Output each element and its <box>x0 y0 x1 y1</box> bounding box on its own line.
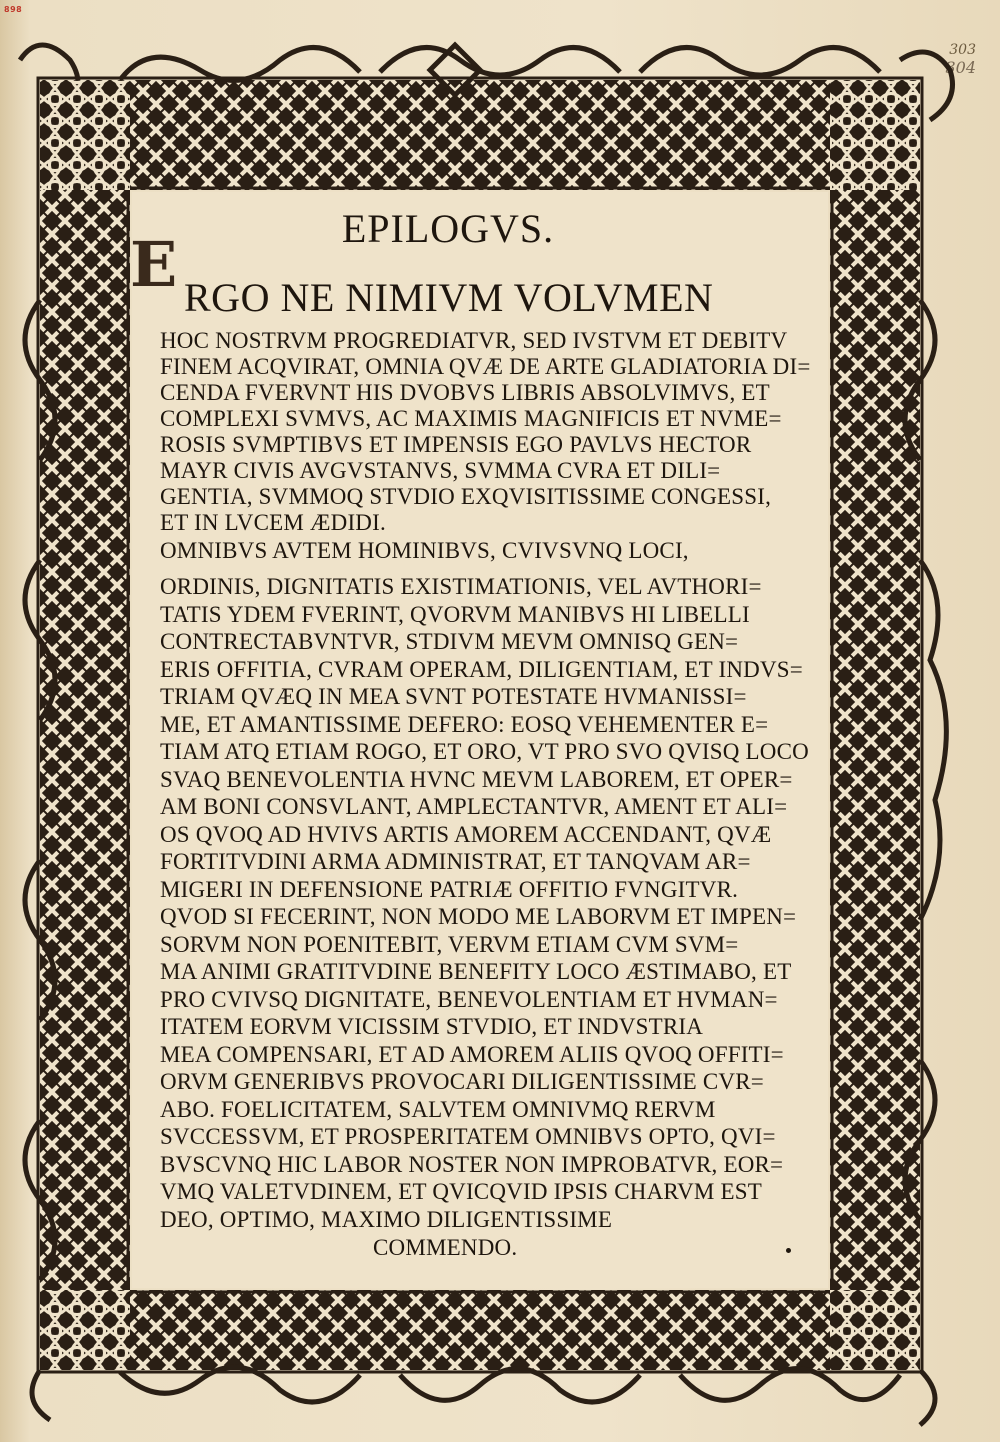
paragraph-2-line: OS QVOQ AD HVIVS ARTIS AMOREM ACCENDANT, QVÆ <box>160 821 772 847</box>
paragraph-1-line: ET IN LVCEM ÆDIDI. <box>160 510 386 535</box>
bottom-loops <box>32 1367 935 1425</box>
paragraph-2-line: AM BONI CONSVLANT, AMPLECTANTVR, AMENT ET ALI= <box>160 794 788 819</box>
paragraph-1-line: COMPLEXI SVMVS, AC MAXIMIS MAGNIFICIS ET NVME= <box>160 406 782 431</box>
paragraph-2-line: MEA COMPENSARI, ET AD AMOREM ALIIS QVOQ OFFITI= <box>160 1041 784 1067</box>
first-line: RGO NE NIMIVM VOLVMEN <box>184 275 714 320</box>
paragraph-2-line: ORVM GENERIBVS PROVOCARI DILIGENTISSIME CVR= <box>160 1069 764 1094</box>
paragraph-2-line: TIAM ATQ ETIAM ROGO, ET ORO, VT PRO SVO QVISQ LOCO <box>160 739 809 764</box>
decorated-initial: E <box>130 228 178 301</box>
paragraph-2-line: MA ANIMI GRATITVDINE BENEFITY LOCO ÆSTIMABO, ET <box>160 959 792 984</box>
folio-number-crossed: 303 <box>949 42 976 58</box>
paragraph-2-first-line-text: OMNIBVS AVTEM HOMINIBVS, CVIVSVNQ LOCI, <box>160 538 689 563</box>
paragraph-2-line: BVSCVNQ HIC LABOR NOSTER NON IMPROBATVR, EOR= <box>160 1151 784 1177</box>
paragraph-2-line: SVCCESSVM, ET PROSPERITATEM OMNIBVS OPTO, QVI= <box>160 1124 776 1149</box>
paragraph-2-line: ERIS OFFITIA, CVRAM OPERAM, DILIGENTIAM, ET INDVS= <box>160 656 803 682</box>
paragraph-1-line: CENDA FVERVNT HIS DVOBVS LIBRIS ABSOLVIMVS, ET <box>160 380 770 405</box>
paragraph-2-line: ORDINIS, DIGNITATIS EXISTIMATIONIS, VEL AVTHORI= <box>160 574 762 599</box>
paragraph-2-line: ITATEM EORVM VICISSIM STVDIO, ET INDVSTRIA <box>160 1014 704 1039</box>
paragraph-1-line: MAYR CIVIS AVGVSTANVS, SVMMA CVRA ET DILI= <box>160 458 721 483</box>
paragraph-2-line: ABO. FOELICITATEM, SALVTEM OMNIVMQ RERVM <box>160 1096 716 1122</box>
paragraph-2-line: SORVM NON POENITEBIT, VERVM ETIAM CVM SVM= <box>160 931 739 957</box>
paragraph-2-line: TRIAM QVÆQ IN MEA SVNT POTESTATE HVMANISSI= <box>160 684 747 709</box>
folio-number: 304 <box>945 58 976 77</box>
paragraph-1-line: ROSIS SVMPTIBVS ET IMPENSIS EGO PAVLVS HECTOR <box>160 432 752 457</box>
paragraph-2-first-line <box>160 538 689 564</box>
paragraph-2-line: PRO CVIVSQ DIGNITATE, BENEVOLENTIAM ET HVMAN= <box>160 986 778 1012</box>
text-area <box>130 200 828 1280</box>
paragraph-1-line: GENTIA, SVMMOQ STVDIO EXQVISITISSIME CONGESSI, <box>160 484 772 509</box>
paragraph-1-line: FINEM ACQVIRAT, OMNIA QVÆ DE ARTE GLADIATORIA DI= <box>160 354 811 379</box>
paragraph-1-line: HOC NOSTRVM PROGREDIATVR, SED IVSTVM ET DEBITV <box>160 328 788 353</box>
paragraph-2-line: TATIS YDEM FVERINT, QVORVM MANIBVS HI LIBELLI <box>160 601 750 627</box>
paragraph-2-line: SVAQ BENEVOLENTIA HVNC MEVM LABOREM, ET OPER= <box>160 766 793 792</box>
paragraph-2-line: CONTRECTABVNTVR, STDIVM MEVM OMNISQ GEN= <box>160 629 739 654</box>
paragraph-2-line: FORTITVDINI ARMA ADMINISTRAT, ET TANQVAM AR= <box>160 849 751 874</box>
paragraph-2-line: QVOD SI FECERINT, NON MODO ME LABORVM ET IMPEN= <box>160 904 797 929</box>
paragraph-2-line: DEO, OPTIMO, MAXIMO DILIGENTISSIME <box>160 1206 613 1232</box>
closing-word: COMMENDO. <box>373 1235 518 1260</box>
page-title: EPILOGVS. <box>341 206 555 251</box>
paragraph-2-line: MIGERI IN DEFENSIONE PATRIÆ OFFITIO FVNGITVR. <box>160 876 739 902</box>
closing-dot <box>786 1248 791 1253</box>
library-stamp: 898 <box>4 5 23 14</box>
paragraph-2-line: ME, ET AMANTISSIME DEFERO: EOSQ VEHEMENTER E= <box>160 711 769 737</box>
paragraph-2-line: VMQ VALETVDINEM, ET QVICQVID IPSIS CHARVM EST <box>160 1179 762 1204</box>
